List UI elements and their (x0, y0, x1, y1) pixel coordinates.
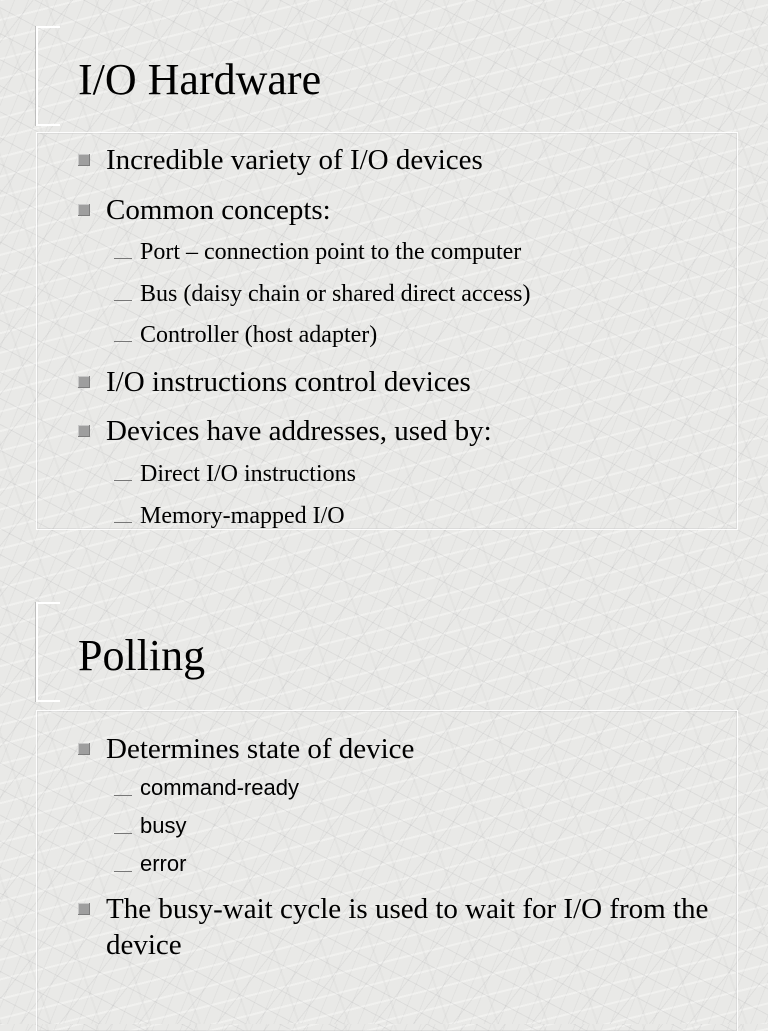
square-bullet-icon (78, 154, 90, 166)
bullet-item (78, 891, 718, 963)
bullet-text: Common concepts: (106, 194, 331, 226)
bullet-text: The busy-wait cycle is used to wait for I/O from the device (106, 893, 709, 961)
title-bracket-decoration (36, 602, 60, 702)
dash-bullet-icon (114, 833, 132, 834)
sub-bullet-text: Memory-mapped I/O (140, 503, 345, 529)
sub-bullet-item (114, 849, 714, 879)
sub-bullet-item (114, 236, 714, 268)
sub-bullet-text: Port – connection point to the computer (140, 239, 522, 265)
slide-title: Polling (78, 631, 206, 680)
bullet-item (78, 364, 718, 400)
sub-bullet-item (114, 278, 714, 310)
square-bullet-icon (78, 743, 90, 755)
dash-bullet-icon (114, 871, 132, 872)
sub-bullet-item (114, 811, 714, 841)
sub-bullet-text: Bus (daisy chain or shared direct access) (140, 281, 531, 307)
title-bracket-decoration (36, 26, 60, 126)
sub-bullet-text: busy (140, 813, 187, 838)
sub-bullet-item (114, 319, 714, 351)
dash-bullet-icon (114, 480, 132, 481)
bullet-item (78, 413, 718, 449)
bullet-text: Determines state of device (106, 733, 415, 765)
bullet-text: Incredible variety of I/O devices (106, 144, 483, 176)
square-bullet-icon (78, 376, 90, 388)
dash-bullet-icon (114, 795, 132, 796)
dash-bullet-icon (114, 522, 132, 523)
bullet-item (78, 142, 718, 178)
dash-bullet-icon (114, 341, 132, 342)
square-bullet-icon (78, 903, 90, 915)
dash-bullet-icon (114, 300, 132, 301)
sub-bullet-item (114, 500, 714, 532)
bullet-text: I/O instructions control devices (106, 366, 471, 398)
sub-bullet-text: Controller (host adapter) (140, 322, 378, 348)
sub-bullet-text: command-ready (140, 775, 299, 800)
sub-bullet-item (114, 773, 714, 803)
sub-bullet-item (114, 458, 714, 490)
bullet-item (78, 731, 718, 767)
slide-title: I/O Hardware (78, 55, 322, 104)
sub-bullet-text: error (140, 851, 187, 876)
slide-polling (0, 576, 768, 1024)
dash-bullet-icon (114, 258, 132, 259)
sub-bullet-text: Direct I/O instructions (140, 461, 356, 487)
square-bullet-icon (78, 425, 90, 437)
bullet-text: Devices have addresses, used by: (106, 415, 492, 447)
bullet-item (78, 192, 718, 228)
square-bullet-icon (78, 204, 90, 216)
